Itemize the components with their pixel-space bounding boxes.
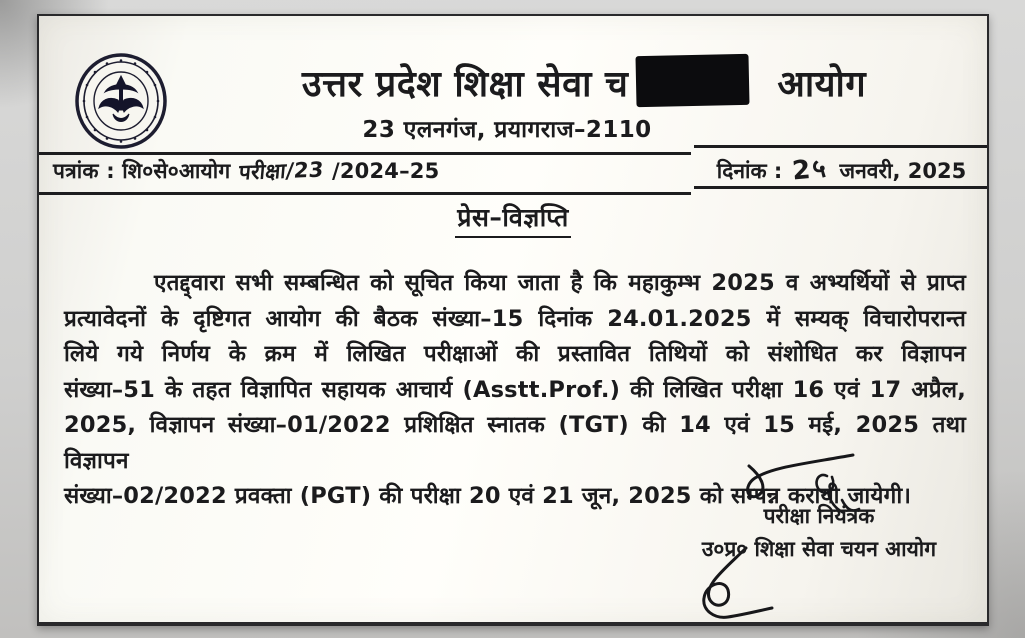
press-release-title: प्रेस–विज्ञप्ति: [39, 200, 987, 238]
ref-printed: पत्रांक : शि०से०आयोग: [53, 159, 231, 183]
redaction-box: [636, 53, 750, 106]
body-line-6: संख्या–02/2022 प्रवक्ता (PGT) की परीक्षा 20 एवं 21 जून, 2025 को सम्पन्न करायी जायेगी।: [64, 483, 912, 509]
signatory-organization: उ०प्र० शिक्षा सेवा चयन आयोग: [701, 537, 937, 561]
signature-block: [669, 500, 969, 566]
ref-handwritten: परीक्षा/23: [237, 157, 325, 185]
press-release-page: [37, 14, 989, 626]
org-name-line: [189, 54, 979, 110]
org-name-right: आयोग: [777, 63, 867, 105]
body-line-5: 2025, विज्ञापन संख्या–01/2022 प्रशिक्षित स्नातक (TGT) की 14 एवं 15 मई, 2025 तथा विज्ञापन: [64, 412, 966, 474]
commission-emblem-logo: [73, 52, 169, 150]
ref-tail: /2024–25: [331, 159, 440, 183]
letter-ref-number: [53, 157, 439, 185]
letter-date: [699, 150, 984, 186]
date-handwritten: 2५: [790, 153, 829, 187]
body-line-1: एतद्द्वारा सभी सम्बन्धित को सूचित किया जाता है कि महाकुम्भ 2025 व अभ्यर्थियों से प्राप्त: [154, 270, 966, 296]
body-line-2: प्रत्यावेदनों के दृष्टिगत आयोग की बैठक संख्या–15 दिनांक 24.01.2025 में सम्यक् विचारोपरान्त: [64, 305, 966, 332]
band-rule-bottom-left: [39, 192, 691, 195]
band-rule-top-right: [694, 145, 987, 148]
band-rule-top-left: [39, 152, 691, 155]
band-rule-bottom-right: [694, 186, 987, 189]
org-name-left: उत्तर प्रदेश शिक्षा सेवा च: [301, 63, 629, 105]
body-line-4: संख्या–51 के तहत विज्ञापित सहायक आचार्य (Asstt.Prof.) की लिखित परीक्षा 16 एवं 17 अप्रैल,: [64, 376, 966, 403]
org-address: 23 एलनगंज, प्रयागराज–2110: [362, 117, 652, 143]
body-line-3: लिये गये निर्णय के क्रम में लिखित परीक्षाओं की प्रस्तावित तिथियों को संशोधित कर विज्ञापन: [64, 341, 966, 367]
signatory-designation: परीक्षा नियंत्रक: [763, 504, 875, 528]
date-tail: जनवरी, 2025: [839, 159, 967, 183]
date-printed: दिनांक :: [716, 159, 783, 183]
